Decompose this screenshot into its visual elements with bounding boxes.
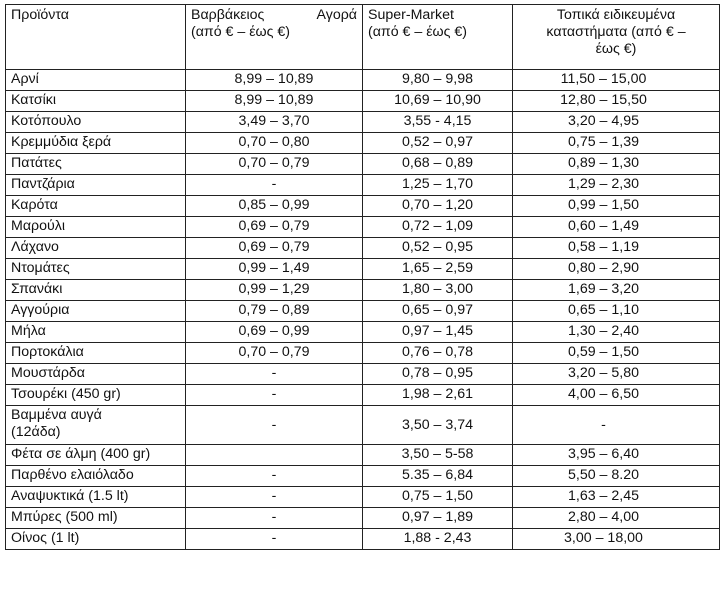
local-shop-price-cell: 0,89 – 1,30 [513,154,720,175]
supermarket-price-cell: 10,69 – 10,90 [363,91,513,112]
supermarket-price-cell: 0,52 – 0,97 [363,133,513,154]
product-name-cell: Μουστάρδα [6,364,186,385]
supermarket-price-cell: 0,97 – 1,89 [363,508,513,529]
varvakios-price-cell: 0,70 – 0,79 [186,343,363,364]
supermarket-price-cell: 1,98 – 2,61 [363,385,513,406]
header-row [6,5,720,70]
product-name-cell: Κοτόπουλο [6,112,186,133]
supermarket-price-cell: 9,80 – 9,98 [363,70,513,91]
local-shop-price-cell: 0,60 – 1,49 [513,217,720,238]
header-products-label: Προϊόντα [11,7,69,23]
local-shop-price-cell: 5,50 – 8.20 [513,466,720,487]
supermarket-price-cell: 5.35 – 6,84 [363,466,513,487]
product-name-cell: Πορτοκάλια [6,343,186,364]
local-shop-price-cell: 1,30 – 2,40 [513,322,720,343]
header-supermarket [363,5,513,70]
header-varvakios-line1 [191,7,357,24]
supermarket-price-cell: 3,50 – 3,74 [363,406,513,445]
table-row [6,529,720,550]
supermarket-price-cell: 0,65 – 0,97 [363,301,513,322]
local-shop-price-cell: 0,65 – 1,10 [513,301,720,322]
varvakios-price-cell: - [186,406,363,445]
varvakios-price-cell: 0,70 – 0,80 [186,133,363,154]
varvakios-price-cell: 0,99 – 1,49 [186,259,363,280]
table-row [6,217,720,238]
local-shop-price-cell: 0,75 – 1,39 [513,133,720,154]
product-name-cell: Κατσίκι [6,91,186,112]
header-products [6,5,186,70]
supermarket-price-cell: 3,55 - 4,15 [363,112,513,133]
table-row [6,322,720,343]
local-shop-price-cell: 4,00 – 6,50 [513,385,720,406]
supermarket-price-cell: 1,80 – 3,00 [363,280,513,301]
local-shop-price-cell: 11,50 – 15,00 [513,70,720,91]
table-row [6,259,720,280]
product-name-cell: Αρνί [6,70,186,91]
table-row [6,508,720,529]
local-shop-price-cell: 12,80 – 15,50 [513,91,720,112]
local-shop-price-cell: 0,58 – 1,19 [513,238,720,259]
product-name-cell: Μπύρες (500 ml) [6,508,186,529]
supermarket-price-cell: 0,52 – 0,95 [363,238,513,259]
varvakios-price-cell: - [186,175,363,196]
product-name-cell: Λάχανο [6,238,186,259]
table-row [6,70,720,91]
supermarket-price-cell: 1,65 – 2,59 [363,259,513,280]
table-row [6,487,720,508]
product-name-cell: Μήλα [6,322,186,343]
product-name-cell: Ντομάτες [6,259,186,280]
header-varvakios-word2: Αγορά [316,7,357,23]
supermarket-price-cell: 0,68 – 0,89 [363,154,513,175]
varvakios-price-cell: 0,79 – 0,89 [186,301,363,322]
product-name-cell: Αναψυκτικά (1.5 lt) [6,487,186,508]
product-name-cell: Φέτα σε άλμη (400 gr) [6,445,186,466]
local-shop-price-cell: 0,80 – 2,90 [513,259,720,280]
header-varvakios-word1: Βαρβάκειος [191,7,265,23]
varvakios-price-cell: 0,69 – 0,99 [186,322,363,343]
varvakios-price-cell: - [186,466,363,487]
price-comparison-table [5,4,720,550]
varvakios-price-cell: - [186,364,363,385]
varvakios-price-cell: 8,99 – 10,89 [186,70,363,91]
supermarket-price-cell: 0,76 – 0,78 [363,343,513,364]
varvakios-price-cell: - [186,385,363,406]
supermarket-price-cell: 3,50 – 5-58 [363,445,513,466]
supermarket-price-cell: 0,70 – 1,20 [363,196,513,217]
product-name-line1: Βαμμένα αυγά [11,407,102,423]
local-shop-price-cell: 3,00 – 18,00 [513,529,720,550]
table-row [6,154,720,175]
local-shop-price-cell: 1,69 – 3,20 [513,280,720,301]
varvakios-price-cell: - [186,529,363,550]
supermarket-price-cell: 0,72 – 1,09 [363,217,513,238]
product-name-cell: Παρθένο ελαιόλαδο [6,466,186,487]
header-local-shops [513,5,720,70]
supermarket-price-cell: 1,25 – 1,70 [363,175,513,196]
table-row [6,238,720,259]
header-supermarket-line1: Super-Market [368,7,454,23]
table-row [6,91,720,112]
product-name-cell: Τσουρέκι (450 gr) [6,385,186,406]
product-name-cell: Παντζάρια [6,175,186,196]
product-name-cell: Καρότα [6,196,186,217]
product-name-cell: Οίνος (1 lt) [6,529,186,550]
supermarket-price-cell: 0,97 – 1,45 [363,322,513,343]
product-name-line2: (12άδα) [11,424,61,440]
product-name-cell: Σπανάκι [6,280,186,301]
local-shop-price-cell: 2,80 – 4,00 [513,508,720,529]
varvakios-price-cell: 0,69 – 0,79 [186,238,363,259]
local-shop-price-cell: 0,99 – 1,50 [513,196,720,217]
varvakios-price-cell: 0,85 – 0,99 [186,196,363,217]
table-row [6,445,720,466]
table-row [6,406,720,445]
product-name-cell: Πατάτες [6,154,186,175]
product-name-cell: Κρεμμύδια ξερά [6,133,186,154]
local-shop-price-cell: 3,20 – 5,80 [513,364,720,385]
product-name-cell: Αγγούρια [6,301,186,322]
varvakios-price-cell: 0,69 – 0,79 [186,217,363,238]
table-row [6,343,720,364]
header-supermarket-line2: (από € – έως €) [368,24,468,40]
header-local-line1: Τοπικά ειδικευμένα [556,7,676,23]
header-varvakios-line2: (από € – έως €) [191,24,291,40]
table-row [6,196,720,217]
varvakios-price-cell: - [186,487,363,508]
local-shop-price-cell: 0,59 – 1,50 [513,343,720,364]
header-varvakios-market [186,5,363,70]
varvakios-price-cell [186,445,363,466]
local-shop-price-cell: - [513,406,720,445]
product-name-cell: Μαρούλι [6,217,186,238]
supermarket-price-cell: 0,75 – 1,50 [363,487,513,508]
table-header [6,5,720,70]
supermarket-price-cell: 0,78 – 0,95 [363,364,513,385]
header-local-line3: έως €) [595,41,637,57]
local-shop-price-cell: 1,29 – 2,30 [513,175,720,196]
table-row [6,364,720,385]
table-body [6,70,720,550]
supermarket-price-cell: 1,88 - 2,43 [363,529,513,550]
table-row [6,112,720,133]
varvakios-price-cell: 8,99 – 10,89 [186,91,363,112]
header-local-line2: καταστήματα (από € – [546,24,686,40]
local-shop-price-cell: 3,95 – 6,40 [513,445,720,466]
table-row [6,466,720,487]
varvakios-price-cell: - [186,508,363,529]
local-shop-price-cell: 3,20 – 4,95 [513,112,720,133]
product-name-cell [6,406,186,445]
table-row [6,301,720,322]
table-row [6,385,720,406]
table-row [6,175,720,196]
varvakios-price-cell: 0,70 – 0,79 [186,154,363,175]
varvakios-price-cell: 3,49 – 3,70 [186,112,363,133]
table-row [6,280,720,301]
varvakios-price-cell: 0,99 – 1,29 [186,280,363,301]
local-shop-price-cell: 1,63 – 2,45 [513,487,720,508]
table-row [6,133,720,154]
